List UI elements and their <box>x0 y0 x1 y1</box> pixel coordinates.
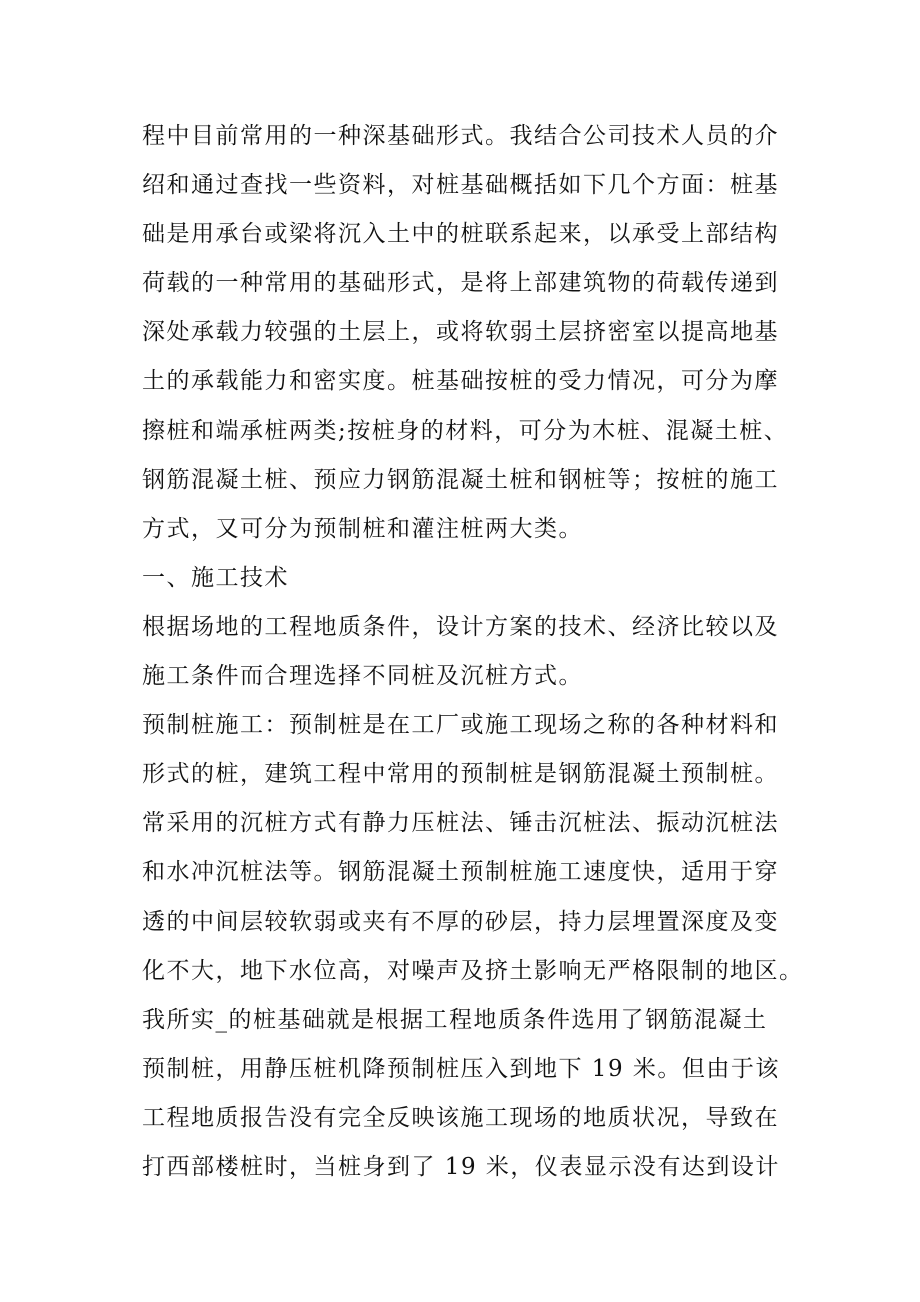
text-line-2: 绍和通过查找一些资料，对桩基础概括如下几个方面：桩基 <box>142 172 779 199</box>
section-heading: 一、施工技术 <box>142 564 289 591</box>
text-line-15: 常采用的沉桩方式有静力压桩法、锤击沉桩法、振动沉桩法 <box>142 810 779 837</box>
text-line-21: 工程地质报告没有完全反映该施工现场的地质状况，导致在 <box>142 1104 779 1131</box>
text-line-11: 根据场地的工程地质条件，设计方案的技术、经济比较以及 <box>142 613 779 640</box>
text-line-8: 钢筋混凝土桩、预应力钢筋混凝土桩和钢桩等；按桩的施工 <box>142 466 779 493</box>
text-line-1: 程中目前常用的一种深基础形式。我结合公司技术人员的介 <box>142 123 779 149</box>
text-line-17: 透的中间层较软弱或夹有不厚的砂层，持力层埋置深度及变 <box>142 908 779 935</box>
text-line-16: 和水冲沉桩法等。钢筋混凝土预制桩施工速度快，适用于穿 <box>142 859 779 886</box>
text-line-18: 化不大，地下水位高，对噪声及挤土影响无严格限制的地区。 <box>142 957 804 984</box>
text-line-5: 深处承载力较强的土层上，或将软弱土层挤密室以提高地基 <box>142 319 779 346</box>
text-line-13: 预制桩施工：预制桩是在工厂或施工现场之称的各种材料和 <box>142 712 779 739</box>
text-line-4: 荷载的一种常用的基础形式，是将上部建筑物的荷载传递到 <box>142 270 779 297</box>
text-line-7: 擦桩和端承桩两类;按桩身的材料，可分为木桩、混凝土桩、 <box>142 417 789 444</box>
text-line-20: 预制桩，用静压桩机降预制桩压入到地下 19 米。但由于该 <box>142 1055 780 1082</box>
text-line-3: 础是用承台或梁将沉入土中的桩联系起来，以承受上部结构 <box>142 221 779 248</box>
text-line-12: 施工条件而合理选择不同桩及沉桩方式。 <box>142 663 583 690</box>
text-line-19: 我所实_的桩基础就是根据工程地质条件选用了钢筋混凝土 <box>142 1006 768 1033</box>
text-line-6: 土的承载能力和密实度。桩基础按桩的受力情况，可分为摩 <box>142 368 779 395</box>
text-line-14: 形式的桩，建筑工程中常用的预制桩是钢筋混凝土预制桩。 <box>142 761 779 788</box>
document-body <box>142 112 804 1192</box>
text-line-22: 打西部楼桩时，当桩身到了 19 米，仪表显示没有达到设计 <box>142 1153 780 1180</box>
text-line-9: 方式，又可分为预制桩和灌注桩两大类。 <box>142 515 583 542</box>
